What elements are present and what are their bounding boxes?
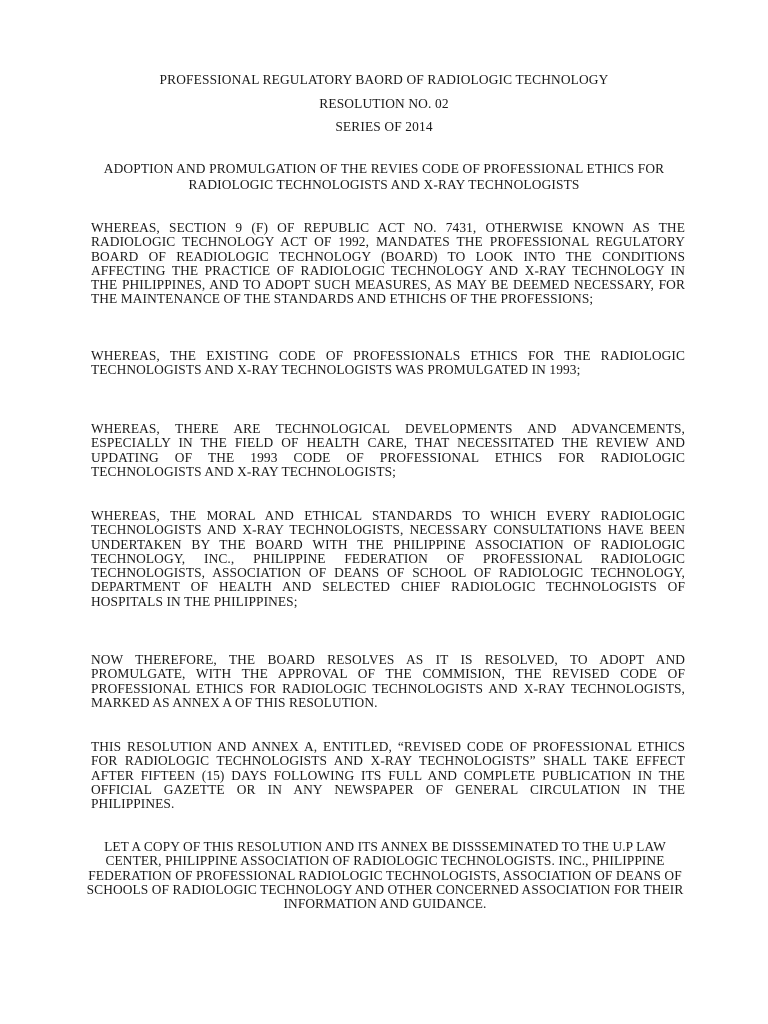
whereas-paragraph-2: WHEREAS, THE EXISTING CODE OF PROFESSIONALS ETHICS FOR THE RADIOLOGIC TECHNOLOGISTS AND X-RAY TECHNOLOGISTS WAS PROMULGATED IN 1993; <box>91 348 685 378</box>
effectivity-paragraph: THIS RESOLUTION AND ANNEX A, ENTITLED, “REVISED CODE OF PROFESSIONAL ETHICS FOR RADIOLOGIC TECHNOLOGISTS AND X-RAY TECHNOLOGISTS” SHALL TAKE EFFECT AFTER FIFTEEN (15) DAYS FOLLOWING ITS FULL AND COMPLETE PUBLICATION IN THE OFFICIAL GAZETTE OR IN ANY NEWSPAPER OF GENERAL CIRCULATION IN THE PHILIPPINES. <box>91 739 685 812</box>
dissemination-paragraph: LET A COPY OF THIS RESOLUTION AND ITS ANNEX BE DISSSEMINATED TO THE U.P LAW CENTER, PHILIPPINE ASSOCIATION OF RADIOLOGIC TECHNOLOGISTS. INC., PHILIPPINE FEDERATION OF PROFESSIONAL RADIOLOGIC TECHNOLOGISTS, ASSOCIATION OF DEANS OF SCHOOLS OF RADIOLOGIC TECHNOLOGY AND OTHER CONCERNED ASSOCIATION FOR THEIR INFORMATION AND GUIDANCE. <box>86 839 684 912</box>
resolution-number: RESOLUTION NO. 02 <box>319 96 449 111</box>
whereas-paragraph-1: WHEREAS, SECTION 9 (F) OF REPUBLIC ACT NO. 7431, OTHERWISE KNOWN AS THE RADIOLOGIC TECHNOLOGY ACT OF 1992, MANDATES THE PROFESSIONAL REGULATORY BOARD OF READIOLOGIC TECHNOLOGY (BOARD) TO LOOK INTO THE CONDITIONS AFFECTING THE PRACTICE OF RADIOLOGIC TECHNOLOGY AND X-RAY TECHNOLOGY IN THE PHILIPPINES, AND TO ADOPT SUCH MEASURES, AS MAY BE DEEMED NECESSARY, FOR THE MAINTENANCE OF THE STANDARDS AND ETHICHS OF THE PROFESSIONS; <box>91 220 685 307</box>
resolution-series: SERIES OF 2014 <box>335 119 433 134</box>
resolving-paragraph: NOW THEREFORE, THE BOARD RESOLVES AS IT IS RESOLVED, TO ADOPT AND PROMULGATE, WITH THE APPROVAL OF THE COMMISION, THE REVISED CODE OF PROFESSIONAL ETHICS FOR RADIOLOGIC TECHNOLOGISTS AND X-RAY TECHNOLOGISTS, MARKED AS ANNEX A OF THIS RESOLUTION. <box>91 652 685 710</box>
resolution-subject: ADOPTION AND PROMULGATION OF THE REVIES CODE OF PROFESSIONAL ETHICS FOR RADIOLOGIC TECHNOLOGISTS AND X-RAY TECHNOLOGISTS <box>103 161 665 192</box>
whereas-paragraph-4: WHEREAS, THE MORAL AND ETHICAL STANDARDS TO WHICH EVERY RADIOLOGIC TECHNOLOGISTS AND X-RAY TECHNOLOGISTS, NECESSARY CONSULTATIONS HAVE BEEN UNDERTAKEN BY THE BOARD WITH THE PHILIPPINE ASSOCIATION OF RADIOLOGIC TECHNOLOGY, INC., PHILIPPINE FEDERATION OF PROFESSIONAL RADIOLOGIC TECHNOLOGISTS, ASSOCIATION OF DEANS OF SCHOOL OF RADIOLOGIC TECHNOLOGY, DEPARTMENT OF HEALTH AND SELECTED CHIEF RADIOLOGIC TECHNOLOGISTS OF HOSPITALS IN THE PHILIPPINES; <box>91 508 685 609</box>
board-title: PROFESSIONAL REGULATORY BAORD OF RADIOLOGIC TECHNOLOGY <box>159 72 609 87</box>
whereas-paragraph-3: WHEREAS, THERE ARE TECHNOLOGICAL DEVELOPMENTS AND ADVANCEMENTS, ESPECIALLY IN THE FIELD OF HEALTH CARE, THAT NECESSITATED THE REVIEW AND UPDATING OF THE 1993 CODE OF PROFESSIONAL ETHICS FOR RADIOLOGIC TECHNOLOGISTS AND X-RAY TECHNOLOGISTS; <box>91 421 685 479</box>
